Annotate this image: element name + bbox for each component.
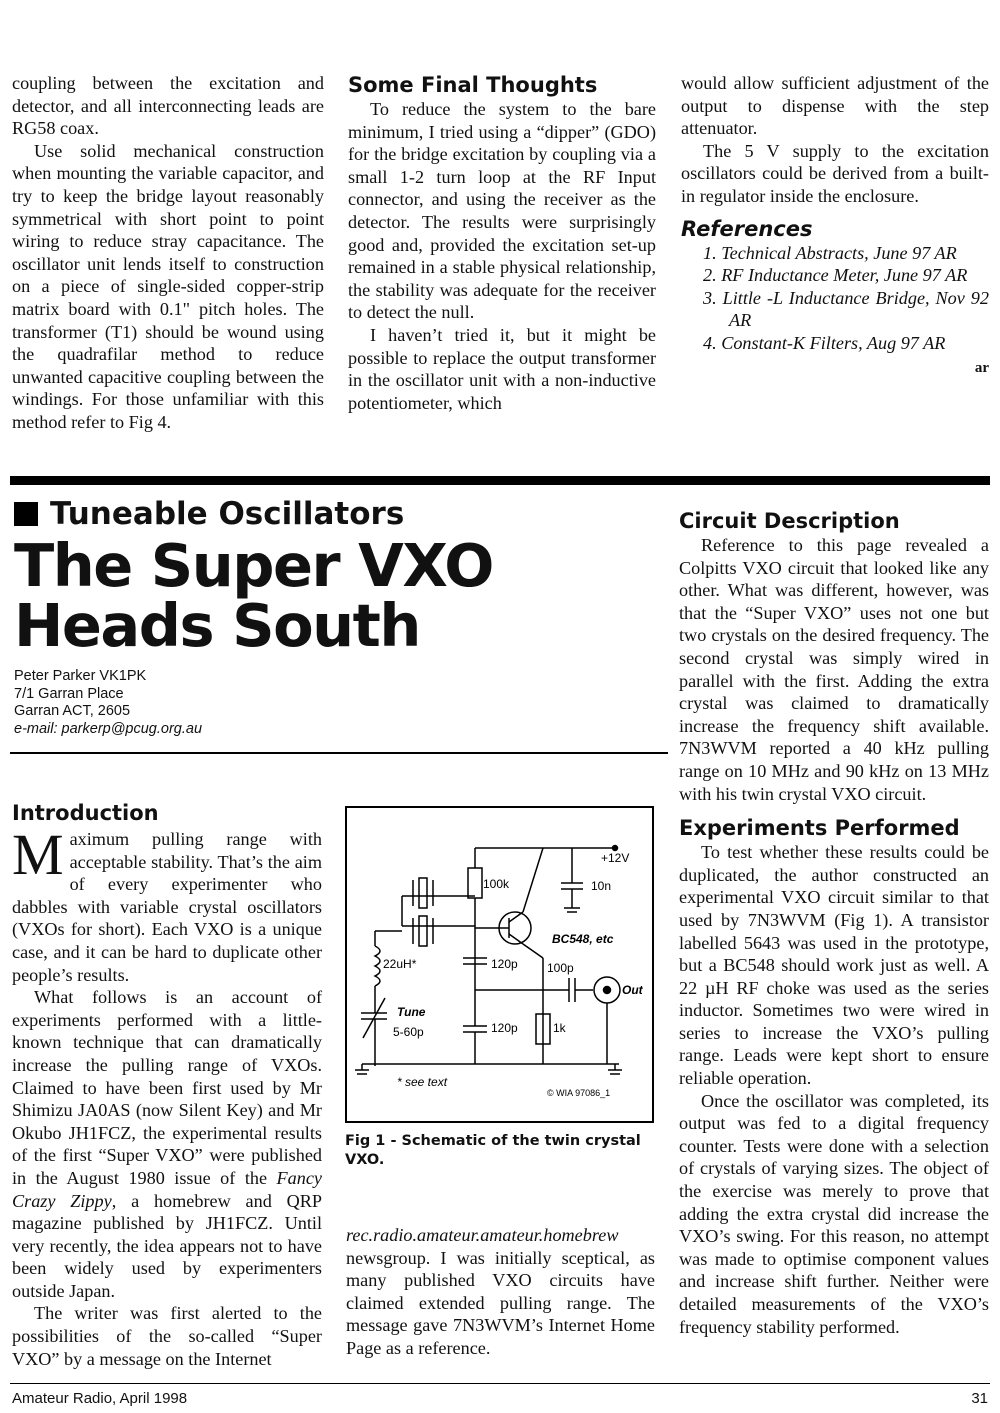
label-inductor: 22uH* bbox=[383, 957, 417, 971]
byline bbox=[14, 668, 202, 738]
paragraph: Use solid mechanical construction when mounting the variable capacitor, and try to keep the bridge layout reasonably symmetrical with short point to point wiring to reduce stray capacitance. The oscillator unit lends itself to construction on a piece of single-sided copper-strip matrix board with 0.1" pitch holes. The transformer (T1) should be wound using the quadrafilar method to reduce unwanted capacitive coupling between the windings. For those unfamiliar with this method refer to Fig 4. bbox=[12, 140, 324, 432]
references-list bbox=[681, 242, 989, 355]
email-line: e-mail: parkerp@pcug.org.au bbox=[14, 720, 203, 737]
reference-item: 3. Little -L Inductance Bridge, Nov 92 AR bbox=[703, 287, 989, 331]
label-tune: Tune bbox=[397, 1005, 426, 1019]
reference-item: 4. Constant-K Filters, Aug 97 AR bbox=[703, 332, 946, 353]
figure-caption: Fig 1 - Schematic of the twin crystal VXO. bbox=[345, 1133, 641, 1168]
top-column-2 bbox=[348, 72, 656, 414]
paragraph: The 5 V supply to the excitation oscillators could be derived from a built-in regulator inside the enclosure. bbox=[681, 140, 989, 206]
label-120p-bottom: 120p bbox=[491, 1021, 518, 1035]
paragraph: To test whether these results could be duplicated, the author constructed an experimental VXO circuit similar to that used by 7N3WVM (Fig 1). A transistor labelled 5643 was used in the prototype, but a BC548 should work just as well. A 22 µH RF choke was used as the series inductor. Sometimes two were wired in series to increase the VXO’s pulling range. Leads were kept short to ensure reliable operation. bbox=[679, 842, 989, 1089]
footer-publication: Amateur Radio, April 1998 bbox=[12, 1390, 188, 1407]
end-mark: ar bbox=[974, 359, 989, 376]
article-column-2 bbox=[346, 1224, 655, 1360]
address-line: Garran ACT, 2605 bbox=[14, 703, 131, 719]
paragraph: would allow sufficient adjustment of the output to dispense with the step attenuator. bbox=[681, 73, 989, 139]
label-100k: 100k bbox=[483, 877, 510, 891]
address-line: 7/1 Garran Place bbox=[14, 685, 124, 702]
paragraph: rec.radio.amateur.amateur.homebrew newsgroup. I was initially sceptical, as many published VXO circuits have claimed extended pulling range. The message gave 7N3WVM’s Internet Home Page as a reference. bbox=[346, 1225, 655, 1358]
paragraph: To reduce the system to the bare minimum, I tried using a “dipper” (GDO) for the bridge excitation by coupling via a small 1-2 turn loop at the RF Input connector, and using the receiver as the detector. The results were surprisingly good and, provided the excitation set-up remained in a stable physical relationship, the stability was adequate for the receiver to detect the null. bbox=[348, 99, 656, 323]
reference-item: 1. Technical Abstracts, June 97 AR bbox=[703, 242, 957, 263]
label-credit: © WIA 97086_1 bbox=[547, 1088, 611, 1098]
reference-item: 2. RF Inductance Meter, June 97 AR bbox=[703, 265, 968, 286]
label-supply: +12V bbox=[601, 851, 630, 865]
page-number: 31 bbox=[971, 1390, 988, 1407]
label-note: * see text bbox=[397, 1075, 448, 1089]
top-column-3 bbox=[681, 72, 989, 379]
paragraph: Once the oscillator was completed, its output was fed to a digital frequency counter. Tests were done with a selection of crystals of varying sizes. The object of the exercise was merely to prove that adding the extra crystal did increase the VXO’s swing. For this reason, no attempt was made to optimise component values and increase shift further. Neither were detailed measurements of the VXO’s frequency stability performed. bbox=[679, 1090, 989, 1337]
label-tune-range: 5-60p bbox=[393, 1025, 424, 1039]
section-divider bbox=[10, 476, 990, 485]
email-link[interactable]: parkerp@pcug.org.au bbox=[61, 720, 203, 737]
author: Peter Parker VK1PK bbox=[14, 668, 147, 684]
section-heading-final-thoughts: Some Final Thoughts bbox=[348, 73, 598, 97]
drop-cap: M bbox=[12, 822, 64, 887]
paragraph: Maximum pulling range with acceptable stability. That’s the aim of every experimenter who dabbles with variable crystal oscillators (VXOs for short). Each VXO is a unique case, and it can be hard to duplicate other people’s results. bbox=[12, 822, 322, 985]
article-column-1 bbox=[12, 800, 322, 1370]
section-heading-introduction: Introduction bbox=[12, 801, 159, 825]
paragraph: The writer was first alerted to the possibilities of the so-called “Super VXO” by a message on the Internet bbox=[12, 1303, 322, 1369]
article-title: The Super VXO Heads South bbox=[14, 531, 493, 660]
label-out: Out bbox=[622, 983, 643, 997]
paragraph: I haven’t tried it, but it might be possible to replace the output transformer in the oscillator unit with a non-inductive potentiometer, which bbox=[348, 324, 656, 413]
article-kicker: Tuneable Oscillators bbox=[14, 496, 404, 532]
label-10n: 10n bbox=[591, 879, 612, 893]
label-120p-top: 120p bbox=[491, 957, 518, 971]
newsgroup-name: rec.radio.amateur.amateur.homebrew bbox=[346, 1225, 619, 1245]
section-heading-experiments: Experiments Performed bbox=[679, 816, 960, 841]
label-transistor: BC548, etc bbox=[552, 932, 614, 946]
kicker-square-icon bbox=[14, 502, 38, 526]
paragraph: Reference to this page revealed a Colpitts VXO circuit that looked like any other. What was different, however, was that the “Super VXO” uses not one but two crystals on the desired frequency. The second crystal was simply wired in parallel with the first. Adding the extra crystal was claimed to dramatically increase the frequency shift available. 7N3WVM reported a 40 kHz pulling range on 10 MHz and 90 kHz on 13 MHz with his twin crystal VXO circuit. bbox=[679, 535, 989, 804]
section-heading-circuit: Circuit Description bbox=[679, 509, 900, 533]
figure-schematic bbox=[345, 806, 654, 1123]
label-100p: 100p bbox=[547, 961, 574, 975]
label-1k: 1k bbox=[553, 1021, 566, 1035]
schematic-diagram bbox=[347, 808, 652, 1121]
paragraph: coupling between the excitation and detector, and all interconnecting leads are RG58 coax. bbox=[12, 73, 324, 139]
footer-rule bbox=[10, 1383, 990, 1384]
paragraph: What follows is an account of experiments performed with a little-known technique that can dramatically increase the pulling range of VXOs. Claimed to have been first used by Mr Shimizu JA0AS (now Silent Key) and Mr Okubo JH1FCZ, the experimental results of the first “Super VXO” were published in the August 1980 issue of the Fancy Crazy Zippy, a homebrew and QRP magazine published by JH1FCZ. Until very recently, the idea appears not to have been widely used by experimenters outside Japan. bbox=[12, 987, 322, 1301]
article-column-3 bbox=[679, 508, 989, 1338]
section-heading-references: References bbox=[681, 216, 813, 241]
top-column-1 bbox=[12, 72, 324, 434]
header-underline bbox=[10, 752, 668, 754]
